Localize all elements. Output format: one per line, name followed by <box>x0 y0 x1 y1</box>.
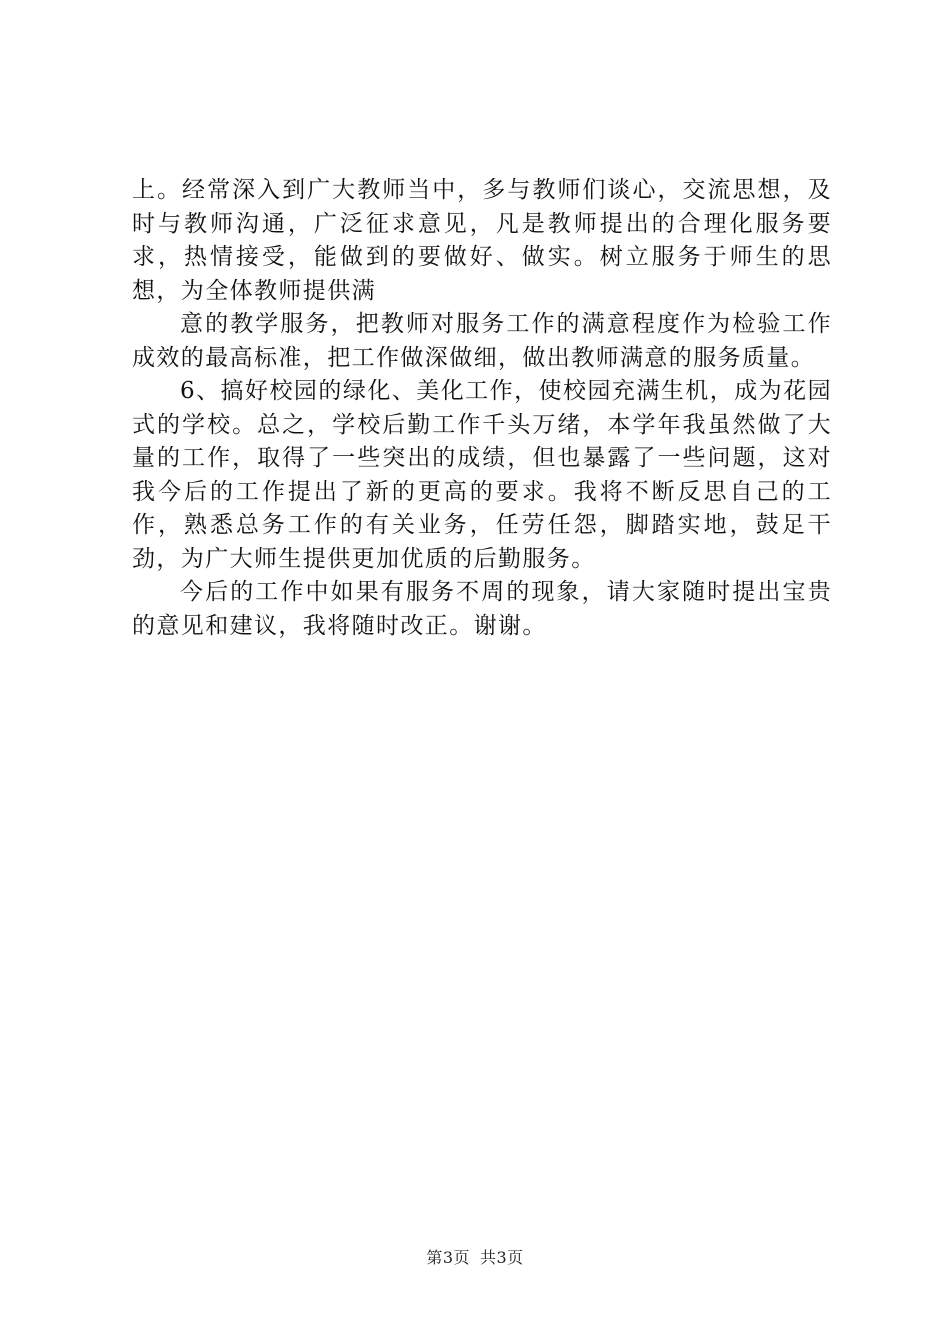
paragraph-closing: 今后的工作中如果有服务不周的现象，请大家随时提出宝贵的意见和建议，我将随时改正。谢谢。 <box>132 579 832 639</box>
page-number-current: 第3页 <box>426 1248 470 1267</box>
document-body <box>132 174 832 643</box>
page-footer <box>0 1245 950 1268</box>
paragraph-continuation: 上。经常深入到广大教师当中，多与教师们谈心，交流思想，及时与教师沟通，广泛征求意见，凡是教师提出的合理化服务要求，热情接受，能做到的要做好、做实。树立服务于师生的思想，为全体教师提供满 <box>132 177 832 304</box>
paragraph-item-6: 6、搞好校园的绿化、美化工作，使校园充满生机，成为花园式的学校。总之，学校后勤工作千头万绪，本学年我虽然做了大量的工作，取得了一些突出的成绩，但也暴露了一些问题，这对我今后的工作提出了新的更高的要求。我将不断反思自己的工作，熟悉总务工作的有关业务，任劳任怨，脚踏实地，鼓足干劲，为广大师生提供更加优质的后勤服务。 <box>132 378 832 572</box>
page-number-total: 共3页 <box>480 1248 524 1267</box>
paragraph-satisfaction: 意的教学服务，把教师对服务工作的满意程度作为检验工作成效的最高标准，把工作做深做细，做出教师满意的服务质量。 <box>132 311 832 371</box>
